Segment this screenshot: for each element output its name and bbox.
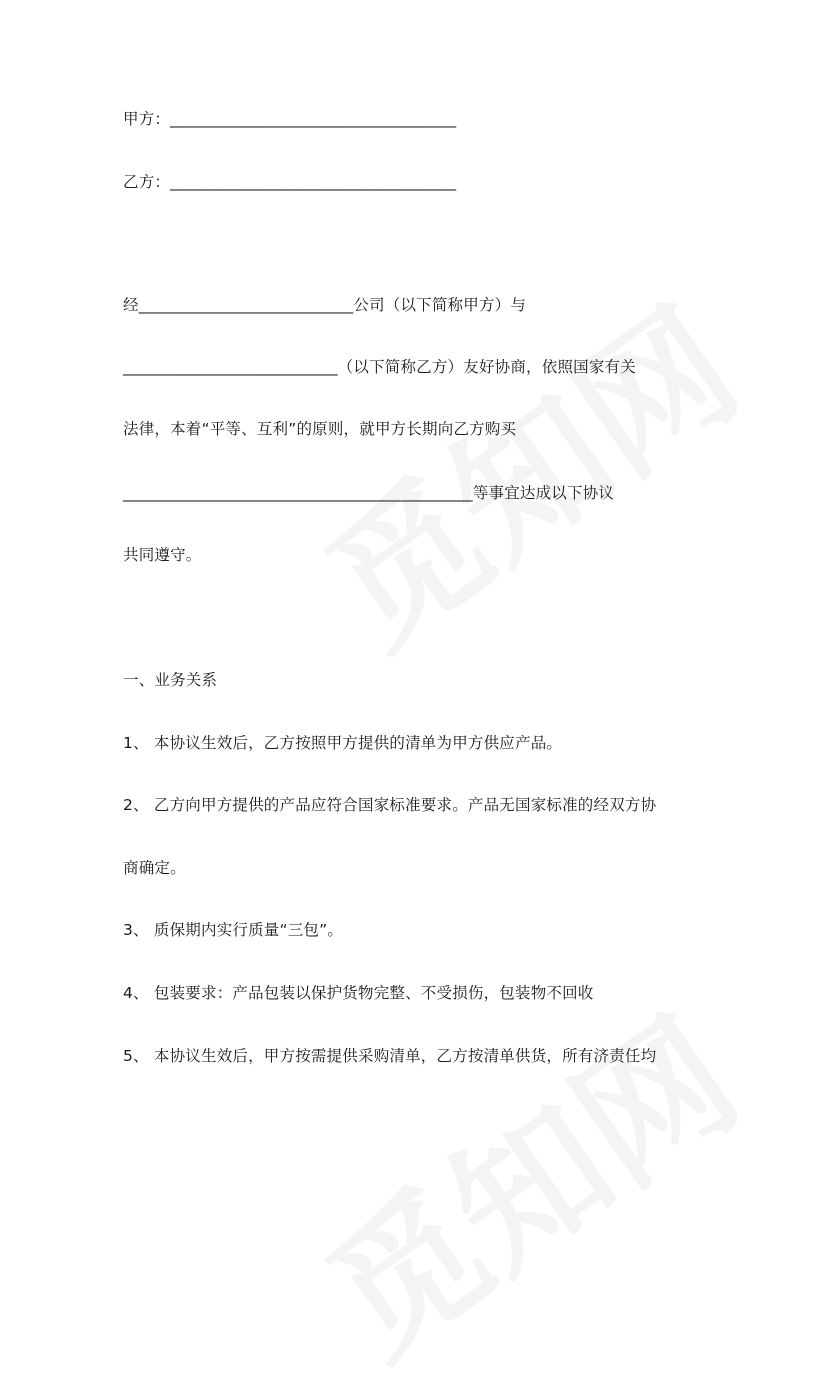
- clause-2: 2、 乙方向甲方提供的产品应符合国家标准要求。产品无国家标准的经双方协: [123, 796, 657, 814]
- party-a-line: 甲方：____________________________________: [123, 110, 457, 128]
- intro-line-2: ___________________________（以下简称乙方）友好协商，依照国家有关: [123, 358, 636, 376]
- clause-4: 4、 包装要求：产品包装以保护货物完整、不受损伤，包装物不回收: [123, 984, 594, 1002]
- clause-1: 1、 本协议生效后，乙方按照甲方提供的清单为甲方供应产品。: [123, 734, 563, 752]
- clause-2-cont: 商确定。: [123, 859, 186, 877]
- section-heading: 一、业务关系: [123, 671, 218, 689]
- clause-3: 3、 质保期内实行质量“三包”。: [123, 921, 344, 939]
- intro-line-4: ____________________________________________等事宜达成以下协议: [123, 484, 615, 502]
- watermark: [279, 960, 772, 1395]
- intro-line-5: 共同遵守。: [123, 546, 202, 564]
- clause-5: 5、 本协议生效后，甲方按需提供采购清单，乙方按清单供货，所有济责任均: [123, 1047, 657, 1065]
- party-b-line: 乙方：____________________________________: [123, 173, 457, 191]
- intro-line-3: 法律，本着“平等、互利”的原则，就甲方长期向乙方购买: [123, 420, 517, 438]
- intro-line-1: 经___________________________公司（以下简称甲方）与: [123, 296, 527, 314]
